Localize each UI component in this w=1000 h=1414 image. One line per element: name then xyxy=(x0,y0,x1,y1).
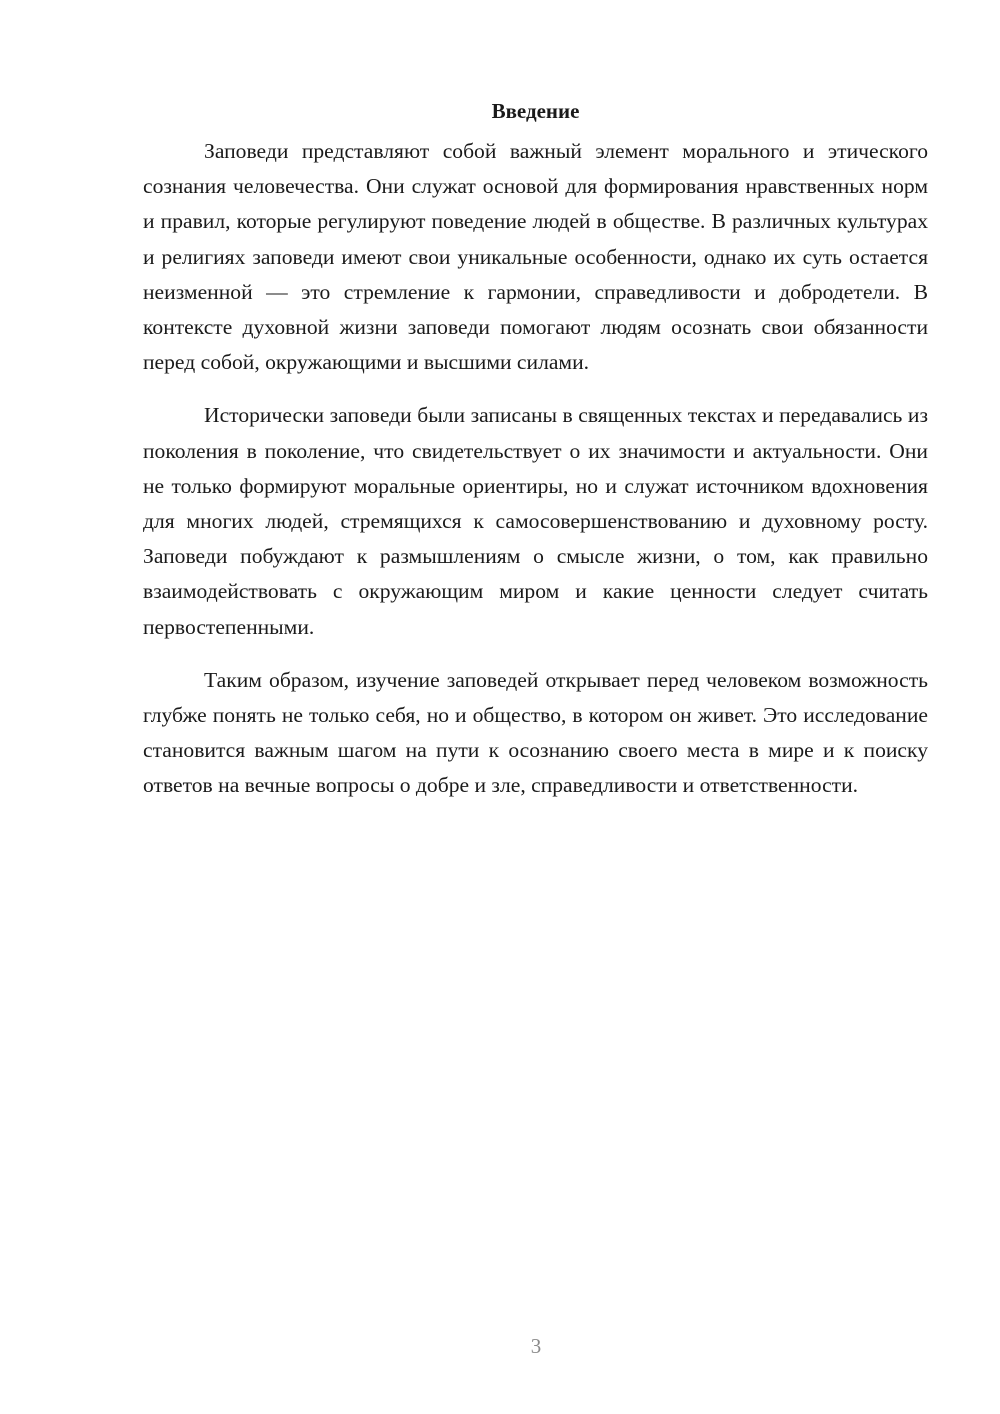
section-title: Введение xyxy=(491,99,580,123)
paragraph-1: Заповеди представляют собой важный элемент морального и этического сознания человечества. Они служат основой для формирования нравственных норм и правил, которые регулируют поведение людей в обществе. В различных культурах и религиях заповеди имеют свои уникальные особенности, однако их суть остается неизменной — это стремление к гармонии, справедливости и добродетели. В контексте духовной жизни заповеди помогают людям осознать свои обязанности перед собой, окружающими и высшими силами. xyxy=(143,139,928,375)
paragraph-2: Исторически заповеди были записаны в священных текстах и передавались из поколения в поколение, что свидетельствует о их значимости и актуальности. Они не только формируют моральные ориентиры, но и служат источником вдохновения для многих людей, стремящихся к самосовершенствованию и духовному росту. Заповеди побуждают к размышлениям о смысле жизни, о том, как правильно взаимодействовать с окружающим миром и какие ценности следует считать первостепенными. xyxy=(143,403,928,639)
page-content xyxy=(143,96,928,822)
paragraph-3: Таким образом, изучение заповедей открывает перед человеком возможность глубже понять не только себя, но и общество, в котором он живет. Это исследование становится важным шагом на пути к осознанию своего места в мире и к поиску ответов на вечные вопросы о добре и зле, справедливости и ответственности. xyxy=(143,667,928,798)
page-number: 3 xyxy=(530,1334,542,1358)
